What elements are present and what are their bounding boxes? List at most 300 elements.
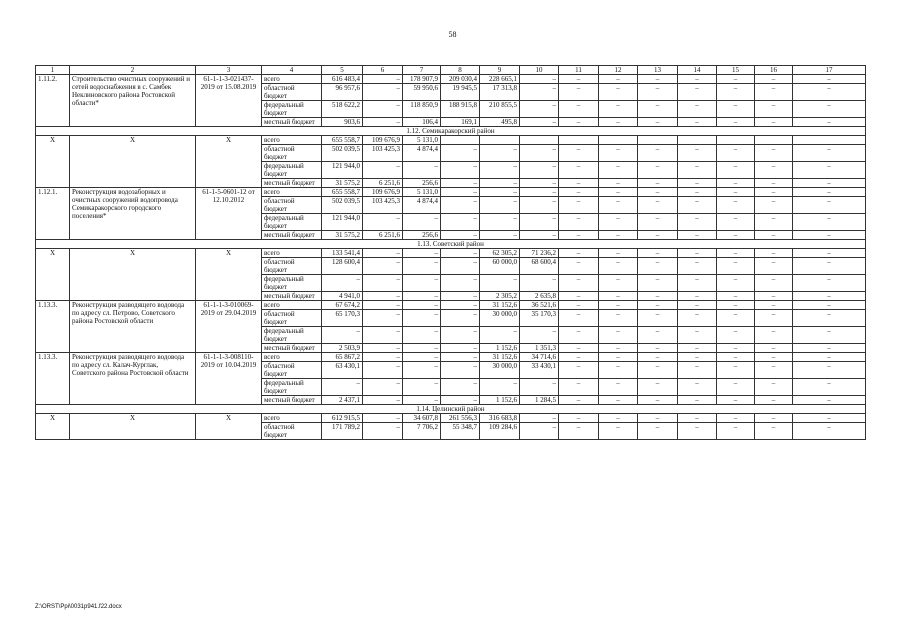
value-cell: – — [678, 84, 717, 101]
value-cell: – — [441, 258, 480, 275]
funding-source: федеральный бюджет — [262, 162, 322, 179]
value-cell: – — [717, 101, 755, 118]
value-cell: 63 430,1 — [322, 362, 363, 379]
section-row — [36, 240, 866, 249]
value-cell: – — [638, 396, 678, 405]
value-cell: – — [638, 344, 678, 353]
value-cell: 178 907,9 — [403, 75, 441, 84]
value-cell: – — [599, 292, 638, 301]
value-cell: 495,8 — [480, 118, 520, 127]
value-cell: – — [599, 231, 638, 240]
value-cell: – — [403, 396, 441, 405]
value-cell: 62 305,2 — [480, 249, 520, 258]
funding-source: местный бюджет — [262, 292, 322, 301]
value-cell — [520, 136, 559, 145]
value-cell: – — [599, 118, 638, 127]
header-cell: 8 — [441, 66, 480, 75]
item-id: 1.13.3. — [36, 353, 70, 405]
value-cell: 1 351,3 — [520, 344, 559, 353]
header-cell: 4 — [262, 66, 322, 75]
value-cell — [638, 136, 678, 145]
value-cell: – — [441, 145, 480, 162]
value-cell: 30 000,0 — [480, 310, 520, 327]
table-row — [36, 353, 866, 362]
value-cell: – — [520, 188, 559, 197]
value-cell: – — [755, 101, 793, 118]
value-cell: – — [638, 188, 678, 197]
table-row — [36, 75, 866, 84]
item-registration: 61-1-1-3-010069-2019 от 29.04.2019 — [196, 301, 262, 353]
file-path-footer: Z:\ORST\Ppi\0031p941.f22.docx — [35, 604, 122, 610]
funding-source: областной бюджет — [262, 258, 322, 275]
value-cell: – — [755, 362, 793, 379]
header-cell: 7 — [403, 66, 441, 75]
value-cell: – — [363, 249, 403, 258]
value-cell — [793, 136, 866, 145]
value-cell — [480, 136, 520, 145]
section-row — [36, 127, 866, 136]
section-title: 1.14. Целинский район — [36, 405, 866, 414]
value-cell: – — [559, 214, 599, 231]
value-cell: – — [322, 275, 363, 292]
value-cell: – — [638, 414, 678, 423]
value-cell: – — [441, 301, 480, 310]
value-cell: – — [755, 423, 793, 440]
value-cell: – — [559, 197, 599, 214]
value-cell: – — [755, 414, 793, 423]
value-cell: – — [599, 101, 638, 118]
value-cell: 103 425,3 — [363, 145, 403, 162]
value-cell: – — [638, 258, 678, 275]
value-cell: – — [403, 344, 441, 353]
value-cell: 35 170,3 — [520, 310, 559, 327]
value-cell: – — [717, 162, 755, 179]
value-cell: – — [403, 162, 441, 179]
value-cell: 502 039,5 — [322, 145, 363, 162]
funding-source: областной бюджет — [262, 197, 322, 214]
value-cell: – — [363, 75, 403, 84]
value-cell: – — [480, 379, 520, 396]
value-cell: – — [638, 379, 678, 396]
value-cell: – — [638, 231, 678, 240]
value-cell: – — [403, 249, 441, 258]
funding-source: областной бюджет — [262, 84, 322, 101]
value-cell — [599, 136, 638, 145]
item-id: X — [36, 414, 70, 440]
value-cell: 109 284,6 — [480, 423, 520, 440]
funding-source: федеральный бюджет — [262, 379, 322, 396]
table-row — [36, 414, 866, 423]
value-cell: 109 676,9 — [363, 136, 403, 145]
value-cell: 30 000,0 — [480, 362, 520, 379]
value-cell: – — [793, 396, 866, 405]
value-cell: – — [678, 423, 717, 440]
value-cell: – — [638, 310, 678, 327]
value-cell: 31 575,2 — [322, 231, 363, 240]
item-registration: X — [196, 136, 262, 188]
item-id: 1.13.3. — [36, 301, 70, 353]
value-cell: – — [755, 162, 793, 179]
value-cell: – — [793, 292, 866, 301]
value-cell: – — [755, 301, 793, 310]
value-cell: – — [441, 249, 480, 258]
value-cell — [717, 136, 755, 145]
value-cell: – — [520, 162, 559, 179]
value-cell: – — [599, 188, 638, 197]
value-cell: – — [678, 353, 717, 362]
value-cell: – — [520, 84, 559, 101]
value-cell: – — [638, 362, 678, 379]
value-cell: – — [363, 414, 403, 423]
value-cell: – — [363, 214, 403, 231]
value-cell: – — [793, 75, 866, 84]
value-cell: – — [793, 414, 866, 423]
item-description: Реконструкция разводящего водовода по адресу сл. Калач-Курглак, Советского района Ростовской области — [70, 353, 196, 405]
value-cell: – — [363, 379, 403, 396]
value-cell: – — [363, 327, 403, 344]
value-cell: – — [520, 145, 559, 162]
value-cell: 1 284,5 — [520, 396, 559, 405]
value-cell: – — [520, 327, 559, 344]
value-cell: – — [520, 179, 559, 188]
funding-source: местный бюджет — [262, 396, 322, 405]
item-registration: 61-1-1-3-021437-2019 от 15.08.2019 — [196, 75, 262, 127]
value-cell: – — [717, 344, 755, 353]
header-cell: 17 — [793, 66, 866, 75]
value-cell: – — [480, 327, 520, 344]
funding-source: федеральный бюджет — [262, 214, 322, 231]
value-cell: – — [559, 101, 599, 118]
value-cell: – — [363, 396, 403, 405]
value-cell: – — [599, 84, 638, 101]
value-cell: – — [717, 423, 755, 440]
header-cell: 14 — [678, 66, 717, 75]
value-cell: – — [520, 275, 559, 292]
value-cell: 169,1 — [441, 118, 480, 127]
value-cell: – — [322, 327, 363, 344]
value-cell: 31 152,6 — [480, 301, 520, 310]
value-cell: – — [793, 310, 866, 327]
value-cell: 256,6 — [403, 179, 441, 188]
value-cell: – — [717, 145, 755, 162]
value-cell: – — [678, 188, 717, 197]
value-cell: 34 714,6 — [520, 353, 559, 362]
value-cell: 903,6 — [322, 118, 363, 127]
value-cell: – — [403, 327, 441, 344]
value-cell: – — [599, 379, 638, 396]
value-cell: – — [638, 249, 678, 258]
value-cell: – — [599, 301, 638, 310]
item-id: X — [36, 249, 70, 301]
value-cell: – — [559, 179, 599, 188]
value-cell: – — [793, 197, 866, 214]
funding-source: областной бюджет — [262, 310, 322, 327]
value-cell: 612 915,5 — [322, 414, 363, 423]
value-cell: – — [599, 75, 638, 84]
header-cell: 5 — [322, 66, 363, 75]
value-cell: – — [559, 84, 599, 101]
value-cell: 19 945,5 — [441, 84, 480, 101]
funding-source: местный бюджет — [262, 344, 322, 353]
value-cell: – — [678, 101, 717, 118]
value-cell: 71 236,2 — [520, 249, 559, 258]
item-description: Реконструкция водозаборных и очистных сооружений водопровода Семикаракорского городского поселения* — [70, 188, 196, 240]
value-cell: – — [755, 396, 793, 405]
value-cell: – — [717, 231, 755, 240]
value-cell: – — [559, 249, 599, 258]
value-cell: – — [755, 179, 793, 188]
value-cell: – — [441, 292, 480, 301]
value-cell: – — [755, 118, 793, 127]
value-cell: – — [559, 301, 599, 310]
value-cell: – — [678, 118, 717, 127]
value-cell: – — [678, 344, 717, 353]
section-row — [36, 405, 866, 414]
value-cell: – — [363, 118, 403, 127]
value-cell: – — [559, 162, 599, 179]
value-cell: – — [363, 362, 403, 379]
value-cell: – — [559, 292, 599, 301]
value-cell: 68 600,4 — [520, 258, 559, 275]
funding-source: федеральный бюджет — [262, 327, 322, 344]
value-cell: 1 152,6 — [480, 396, 520, 405]
value-cell: – — [441, 162, 480, 179]
value-cell: 121 944,0 — [322, 162, 363, 179]
value-cell: – — [599, 197, 638, 214]
value-cell: – — [755, 353, 793, 362]
value-cell: 118 850,9 — [403, 101, 441, 118]
value-cell: – — [793, 362, 866, 379]
value-cell: – — [638, 179, 678, 188]
value-cell: – — [363, 292, 403, 301]
value-cell: – — [678, 162, 717, 179]
funding-source: федеральный бюджет — [262, 101, 322, 118]
value-cell: – — [441, 327, 480, 344]
value-cell: – — [599, 179, 638, 188]
value-cell: 96 957,6 — [322, 84, 363, 101]
item-id: 1.12.1. — [36, 188, 70, 240]
value-cell: 67 674,2 — [322, 301, 363, 310]
value-cell: – — [403, 301, 441, 310]
value-cell: – — [678, 145, 717, 162]
table-row — [36, 188, 866, 197]
value-cell: – — [638, 327, 678, 344]
value-cell: – — [441, 214, 480, 231]
value-cell: – — [717, 179, 755, 188]
value-cell: – — [480, 162, 520, 179]
table-row — [36, 249, 866, 258]
value-cell: 6 251,6 — [363, 179, 403, 188]
value-cell: – — [638, 353, 678, 362]
value-cell: 6 251,6 — [363, 231, 403, 240]
value-cell: 33 430,1 — [520, 362, 559, 379]
value-cell: 55 348,7 — [441, 423, 480, 440]
value-cell: 228 665,1 — [480, 75, 520, 84]
section-title: 1.13. Советский район — [36, 240, 866, 249]
value-cell: – — [755, 75, 793, 84]
funding-source: федеральный бюджет — [262, 275, 322, 292]
value-cell: – — [717, 353, 755, 362]
item-registration: X — [196, 414, 262, 440]
value-cell: – — [441, 362, 480, 379]
funding-source: местный бюджет — [262, 179, 322, 188]
value-cell: – — [793, 162, 866, 179]
value-cell: – — [755, 327, 793, 344]
value-cell: – — [520, 423, 559, 440]
value-cell: 133 541,4 — [322, 249, 363, 258]
table-row — [36, 136, 866, 145]
item-description: Строительство очистных сооружений и сетей водоснабжения в с. Самбек Неклиновского района Ростовской области* — [70, 75, 196, 127]
value-cell: 171 789,2 — [322, 423, 363, 440]
value-cell: – — [678, 396, 717, 405]
value-cell: – — [717, 197, 755, 214]
value-cell: – — [403, 362, 441, 379]
value-cell: – — [520, 414, 559, 423]
value-cell: – — [441, 179, 480, 188]
value-cell: – — [678, 275, 717, 292]
value-cell: – — [793, 118, 866, 127]
value-cell: 616 483,4 — [322, 75, 363, 84]
value-cell: 210 855,5 — [480, 101, 520, 118]
value-cell: – — [559, 75, 599, 84]
table-row — [36, 301, 866, 310]
header-cell: 3 — [196, 66, 262, 75]
value-cell: – — [441, 188, 480, 197]
value-cell: – — [480, 179, 520, 188]
value-cell: 4 874,4 — [403, 197, 441, 214]
value-cell: – — [638, 292, 678, 301]
value-cell: – — [363, 258, 403, 275]
header-cell: 12 — [599, 66, 638, 75]
header-cell: 1 — [36, 66, 70, 75]
value-cell: – — [638, 101, 678, 118]
value-cell: – — [441, 197, 480, 214]
value-cell: – — [559, 258, 599, 275]
value-cell: – — [793, 353, 866, 362]
value-cell: 1 152,6 — [480, 344, 520, 353]
value-cell: – — [480, 231, 520, 240]
value-cell: – — [717, 292, 755, 301]
value-cell: – — [599, 396, 638, 405]
item-registration: 61-1-5-0601-12 от 12.10.2012 — [196, 188, 262, 240]
value-cell: – — [678, 292, 717, 301]
value-cell: – — [678, 301, 717, 310]
value-cell: – — [638, 84, 678, 101]
value-cell: – — [793, 275, 866, 292]
value-cell: – — [403, 258, 441, 275]
value-cell: – — [403, 379, 441, 396]
section-title: 1.12. Семикаракорский район — [36, 127, 866, 136]
header-cell: 15 — [717, 66, 755, 75]
value-cell: – — [520, 75, 559, 84]
value-cell: – — [755, 344, 793, 353]
value-cell: – — [755, 379, 793, 396]
value-cell: – — [678, 327, 717, 344]
header-cell: 10 — [520, 66, 559, 75]
value-cell: – — [480, 188, 520, 197]
value-cell: – — [678, 214, 717, 231]
value-cell: 4 874,4 — [403, 145, 441, 162]
value-cell — [755, 136, 793, 145]
value-cell: – — [559, 362, 599, 379]
value-cell: 65 867,2 — [322, 353, 363, 362]
value-cell: – — [638, 275, 678, 292]
value-cell: – — [755, 231, 793, 240]
value-cell: – — [638, 118, 678, 127]
funding-source: всего — [262, 188, 322, 197]
funding-source: всего — [262, 136, 322, 145]
value-cell: 34 607,8 — [403, 414, 441, 423]
value-cell: – — [599, 423, 638, 440]
value-cell: – — [793, 423, 866, 440]
value-cell: – — [755, 249, 793, 258]
value-cell: – — [599, 249, 638, 258]
value-cell: – — [599, 414, 638, 423]
value-cell: – — [717, 301, 755, 310]
item-id: X — [36, 136, 70, 188]
value-cell: – — [755, 145, 793, 162]
header-cell: 2 — [70, 66, 196, 75]
value-cell: – — [638, 162, 678, 179]
value-cell: – — [480, 145, 520, 162]
value-cell: – — [559, 231, 599, 240]
value-cell: – — [638, 197, 678, 214]
value-cell: – — [403, 292, 441, 301]
value-cell: 5 131,0 — [403, 188, 441, 197]
value-cell: – — [717, 75, 755, 84]
value-cell: – — [559, 353, 599, 362]
value-cell: – — [403, 275, 441, 292]
value-cell: – — [793, 249, 866, 258]
value-cell: – — [559, 396, 599, 405]
item-description: X — [70, 414, 196, 440]
value-cell: – — [441, 275, 480, 292]
item-registration: X — [196, 249, 262, 301]
value-cell: 261 556,3 — [441, 414, 480, 423]
value-cell: – — [793, 214, 866, 231]
value-cell: – — [678, 414, 717, 423]
value-cell: – — [717, 414, 755, 423]
value-cell: – — [559, 327, 599, 344]
value-cell: – — [717, 379, 755, 396]
value-cell: – — [363, 344, 403, 353]
value-cell: – — [403, 353, 441, 362]
value-cell: – — [363, 162, 403, 179]
value-cell: – — [678, 249, 717, 258]
header-row — [36, 66, 866, 75]
value-cell: – — [441, 379, 480, 396]
value-cell: – — [363, 423, 403, 440]
value-cell: – — [678, 197, 717, 214]
value-cell: – — [717, 275, 755, 292]
value-cell: – — [638, 75, 678, 84]
value-cell: – — [678, 362, 717, 379]
value-cell: – — [793, 101, 866, 118]
value-cell: – — [678, 75, 717, 84]
value-cell: – — [599, 327, 638, 344]
value-cell: – — [717, 362, 755, 379]
value-cell: 655 558,7 — [322, 188, 363, 197]
value-cell: 5 131,0 — [403, 136, 441, 145]
value-cell: 4 941,0 — [322, 292, 363, 301]
value-cell: 2 305,2 — [480, 292, 520, 301]
value-cell: – — [755, 84, 793, 101]
value-cell: 36 521,6 — [520, 301, 559, 310]
value-cell: 2 503,9 — [322, 344, 363, 353]
value-cell: 2 437,1 — [322, 396, 363, 405]
value-cell: – — [441, 353, 480, 362]
value-cell — [441, 136, 480, 145]
